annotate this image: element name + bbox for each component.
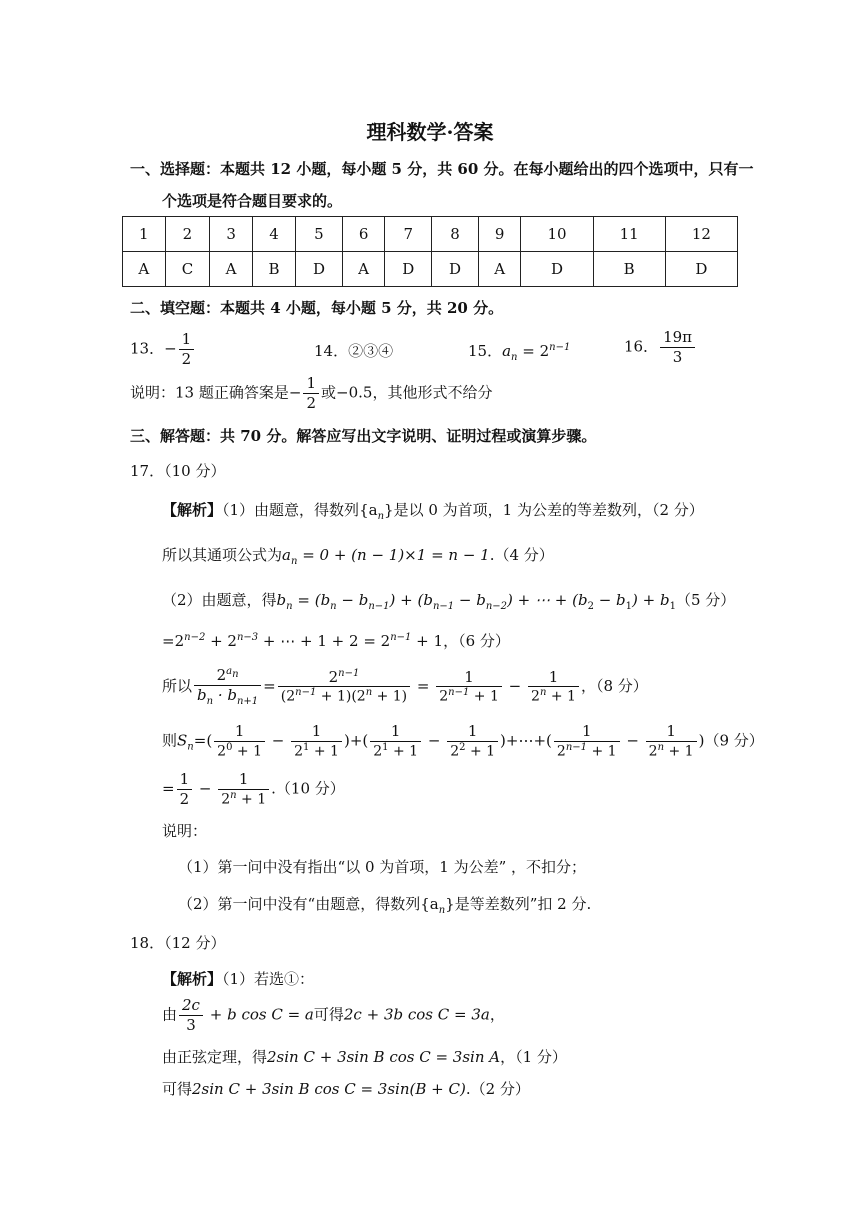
- q17-para2: 所以其通项公式为$a_n = 0 + (n - 1)\times 1 = n - 1.(4$ 分）: [162, 546, 554, 567]
- question-number-cell: 12: [665, 217, 737, 252]
- q13-note: 说明：13 题正确答案是− $\frac{1}{2}$ 或−0.5，其他形式不给分: [130, 374, 493, 412]
- q17-para3: （2）由题意，得$b_n = (b_n - b_{n-1}) + (b_{n-1} - b_{n-2})$ + ⋯ + $(b_2 - b_1) + b_1(5$ 分）: [162, 591, 736, 612]
- answer-cell: D: [665, 252, 737, 287]
- q17-para4: $=2^{n-2} + 2^{n-3}$ + ⋯ + $1 + 2 = 2^{n-1} + 1$，（6 分）: [162, 632, 510, 650]
- answer-cell: D: [432, 252, 479, 287]
- q16-answer: 16． $\frac{19\pi}{3}$: [624, 328, 697, 367]
- answer-cell: B: [593, 252, 665, 287]
- answer-cell: A: [210, 252, 253, 287]
- q18-label: 18．（12 分）: [130, 934, 226, 952]
- q17-note-label: 说明：: [162, 822, 208, 840]
- q13-answer: 13．− $\frac{1}{2}$: [130, 330, 196, 369]
- q18-para1: 【解析】（1）若选①：: [162, 970, 315, 988]
- q17-para1: 【解析】（1）由题意，得数列$\{a_n\}$是以 0 为首项，1 为公差的等差数列，（2 分）: [162, 501, 704, 522]
- question-number-cell: 9: [478, 217, 521, 252]
- answer-cell: D: [385, 252, 432, 287]
- answer-table-number-row: [123, 217, 738, 252]
- q18-para2: 由 $\frac{2c}{3}$ + b cos C = a可得2c + 3b cos C = 3a，: [162, 996, 505, 1034]
- answer-table-answer-row: [123, 252, 738, 287]
- answer-cell: D: [296, 252, 343, 287]
- section1-heading-line2: 个选项是符合题目要求的。: [162, 192, 343, 210]
- answer-table: [122, 216, 738, 287]
- question-number-cell: 3: [210, 217, 253, 252]
- answer-cell: A: [342, 252, 385, 287]
- question-number-cell: 5: [296, 217, 343, 252]
- page-title: 理科数学·答案: [366, 120, 494, 144]
- question-number-cell: 4: [252, 217, 295, 252]
- answer-cell: C: [165, 252, 210, 287]
- question-number-cell: 6: [342, 217, 385, 252]
- question-number-cell: 1: [123, 217, 166, 252]
- answer-cell: A: [478, 252, 521, 287]
- answer-cell: D: [521, 252, 593, 287]
- section2-heading: 二、填空题：本题共 4 小题，每小题 5 分，共 20 分。: [130, 299, 504, 317]
- q17-para7: = $\frac{1}{2}$ − $\frac{1}{2^n + 1}$ .（10 分）: [162, 770, 345, 808]
- q17-para6: 则$S_n=$( $\frac{1}{2^0 + 1}$ − $\frac{1}{2^1 + 1}$ )+( $\frac{1}{2^1 + 1}$ − $\frac{1}{2^2 + 1}$ )+⋯+( $\frac{1}{2^{n-1} + 1}$ − $\frac{1}{2^n + 1}$ )（9 分）: [162, 722, 764, 760]
- q14-answer: 14．②③④: [314, 342, 394, 360]
- answer-cell: B: [252, 252, 295, 287]
- section3-heading: 三、解答题：共 70 分。解答应写出文字说明、证明过程或演算步骤。: [130, 427, 597, 445]
- question-number-cell: 10: [521, 217, 593, 252]
- question-number-cell: 8: [432, 217, 479, 252]
- q17-para5: 所以 $\frac{2^{a_n}}{b_n \cdot b_{n+1}}$ = $\frac{2^{n-1}}{(2^{n-1} + 1)(2^n + 1)}$ = $\frac{1}{2^{n-1} + 1}$ − $\frac{1}{2^n + 1}$ ，（8 分）: [162, 666, 648, 707]
- q16-fraction: $\frac{19\pi}{3}$: [660, 328, 695, 367]
- question-number-cell: 7: [385, 217, 432, 252]
- question-number-cell: 2: [165, 217, 210, 252]
- answer-cell: A: [123, 252, 166, 287]
- q17-note2: （2）第一问中没有“由题意，得数列$\{a_n\}$是等差数列”扣 2 分.: [178, 895, 592, 916]
- q15-answer: 15．$a_n = 2^{n-1}$: [468, 342, 571, 363]
- q18-para3: 由正弦定理，得2sin C + 3sin B cos C = 3sin A，（1 分）: [162, 1048, 567, 1066]
- section1-heading-line1: 一、选择题：本题共 12 小题，每小题 5 分，共 60 分。在每小题给出的四个选项中，只有一: [130, 160, 754, 178]
- q17-label: 17．（10 分）: [130, 462, 226, 480]
- question-number-cell: 11: [593, 217, 665, 252]
- q17-note1: （1）第一问中没有指出“以 0 为首项，1 为公差” ，不扣分；: [178, 858, 587, 876]
- q18-para4: 可得2sin C + 3sin B cos C = 3sin(B + C).（2 分）: [162, 1080, 530, 1098]
- q13-fraction: $\frac{1}{2}$: [179, 330, 195, 369]
